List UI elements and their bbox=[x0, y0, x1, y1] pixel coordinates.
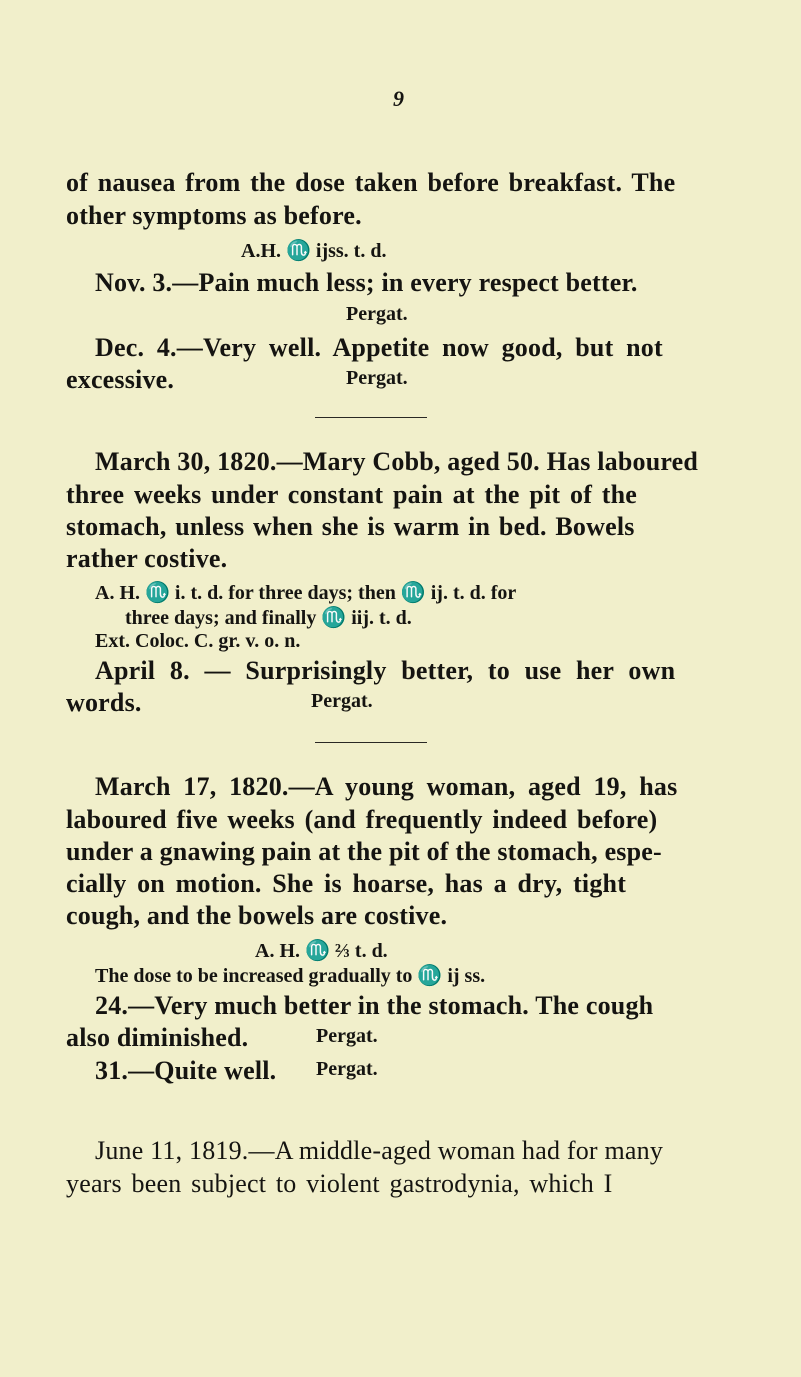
text-line: words. bbox=[66, 688, 142, 717]
text-line: June 11, 1819.—A middle-aged woman had for many bbox=[95, 1136, 664, 1165]
text-line: April 8. — Surprisingly better, to use her own bbox=[95, 656, 676, 685]
text-line: stomach, unless when she is warm in bed. Bowels bbox=[66, 512, 635, 541]
pergat-label: Pergat. bbox=[311, 690, 373, 712]
text-line: Nov. 3.—Pain much less; in every respect better. bbox=[95, 268, 638, 297]
text-line: of nausea from the dose taken before breakfast. The bbox=[66, 168, 676, 197]
pergat-label: Pergat. bbox=[346, 367, 408, 389]
prescription-line: A. H. ♏ i. t. d. for three days; then ♏ ij. t. d. for bbox=[95, 582, 517, 604]
text-line: also diminished. bbox=[66, 1023, 249, 1052]
pergat-label: Pergat. bbox=[316, 1058, 378, 1080]
text-line: under a gnawing pain at the pit of the stomach, espe- bbox=[66, 837, 662, 866]
prescription-line: three days; and finally ♏ iij. t. d. bbox=[125, 607, 412, 629]
text-line: March 17, 1820.—A young woman, aged 19, has bbox=[95, 772, 678, 801]
text-line: other symptoms as before. bbox=[66, 201, 362, 230]
page-number: 9 bbox=[393, 86, 404, 111]
text-line: March 30, 1820.—Mary Cobb, aged 50. Has laboured bbox=[95, 447, 699, 476]
text-line: Dec. 4.—Very well. Appetite now good, but not bbox=[95, 333, 663, 362]
prescription-line: The dose to be increased gradually to ♏ ij ss. bbox=[95, 965, 486, 987]
pergat-label: Pergat. bbox=[316, 1025, 378, 1047]
text-line: rather costive. bbox=[66, 544, 228, 573]
text-line: 31.—Quite well. bbox=[95, 1056, 277, 1085]
prescription-line: A.H. ♏ ijss. t. d. bbox=[241, 240, 387, 262]
text-line: laboured five weeks (and frequently indeed before) bbox=[66, 805, 658, 834]
text-line: cially on motion. She is hoarse, has a dry, tight bbox=[66, 869, 627, 898]
text-line: cough, and the bowels are costive. bbox=[66, 901, 448, 930]
section-divider bbox=[315, 742, 427, 743]
prescription-line: A. H. ♏ ⅔ t. d. bbox=[255, 940, 388, 962]
text-line: years been subject to violent gastrodynia, which I bbox=[66, 1169, 613, 1198]
section-divider bbox=[315, 417, 427, 418]
pergat-label: Pergat. bbox=[346, 303, 408, 325]
text-line: 24.—Very much better in the stomach. The cough bbox=[95, 991, 654, 1020]
text-line: excessive. bbox=[66, 365, 175, 394]
text-line: three weeks under constant pain at the pit of the bbox=[66, 480, 638, 509]
prescription-line: Ext. Coloc. C. gr. v. o. n. bbox=[95, 630, 301, 652]
